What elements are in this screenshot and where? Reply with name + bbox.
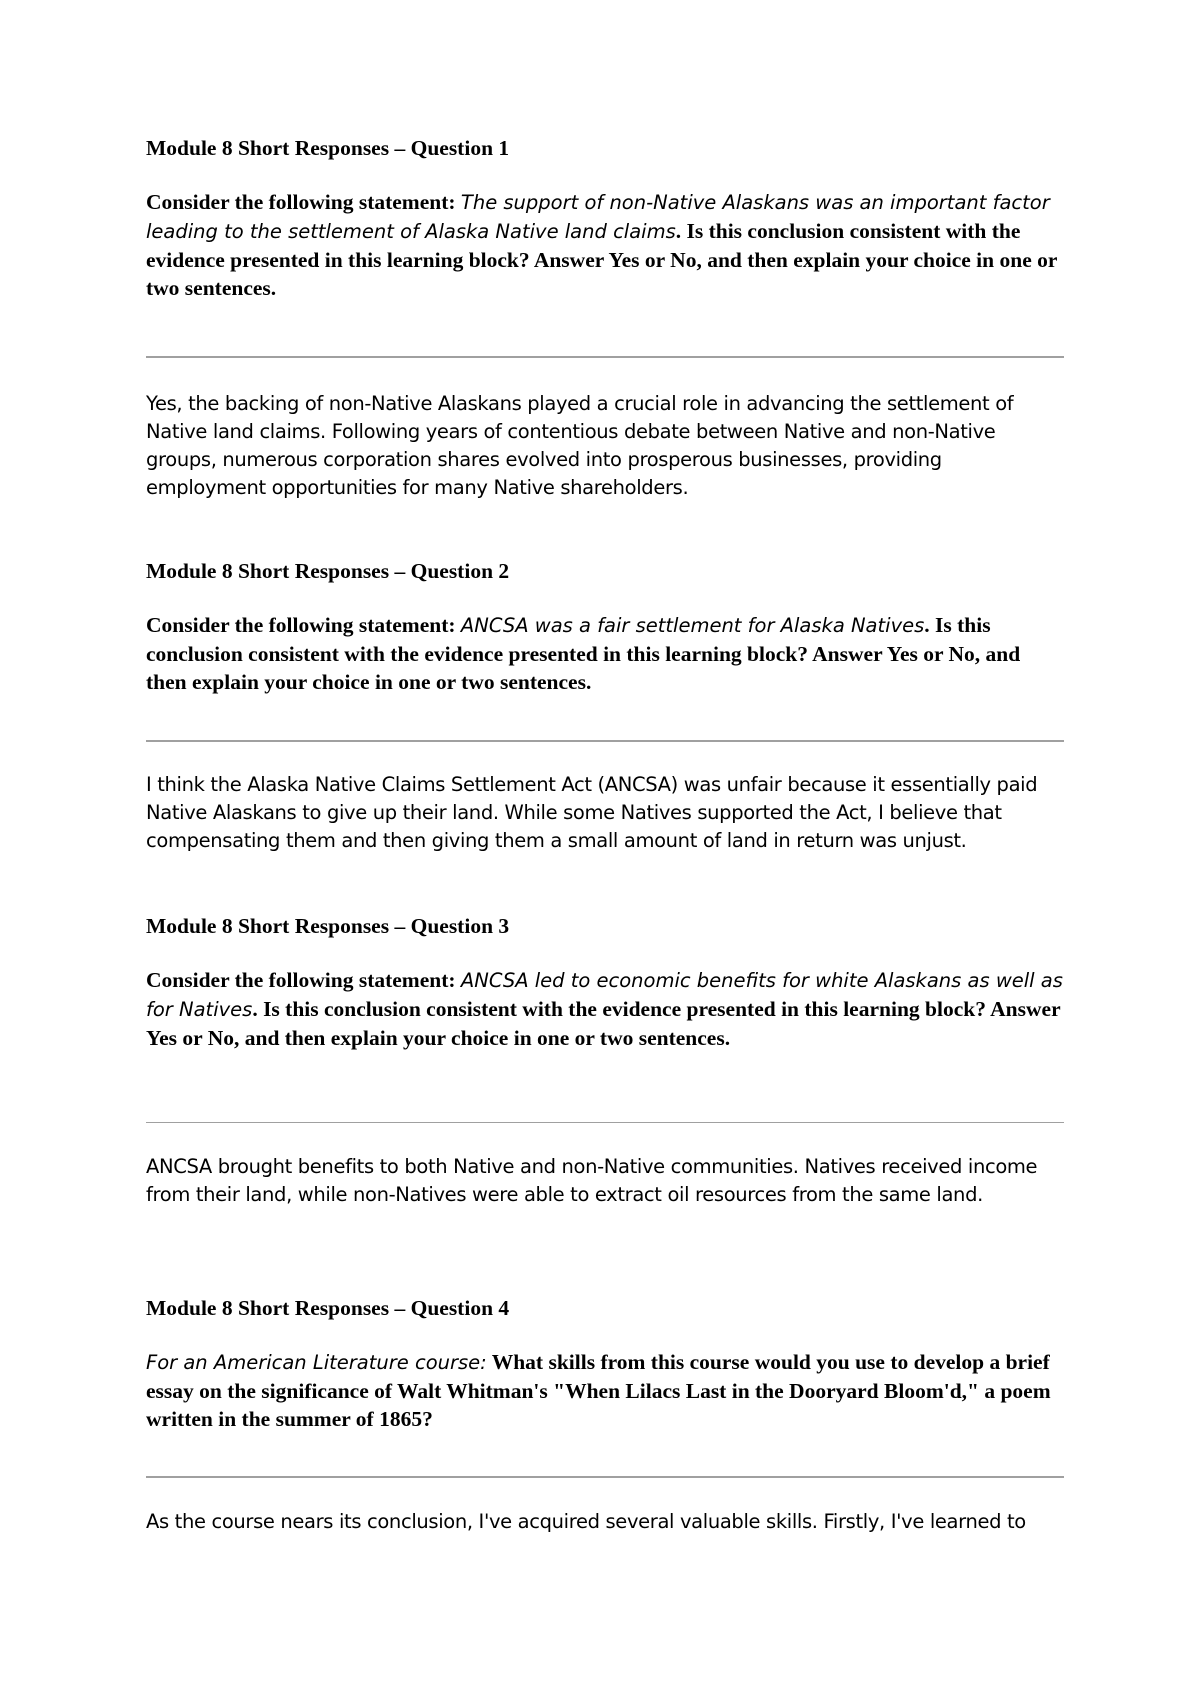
answer-divider (146, 740, 1064, 742)
prompt-statement: For an American Literature course: (146, 1351, 487, 1374)
question-block-2 (146, 557, 1064, 696)
prompt-statement: ANCSA was a fair settlement for Alaska Natives (460, 614, 925, 637)
question-prompt (146, 188, 1064, 302)
prompt-lead: Consider the following statement: (146, 190, 456, 214)
prompt-lead: Consider the following statement: (146, 968, 456, 992)
prompt-statement: ANCSA led to economic benefits for white Alaskans as well as for Natives (146, 969, 1063, 1021)
question-prompt (146, 1348, 1064, 1433)
answer-text: As the course nears its conclusion, I've acquired several valuable skills. Firstly, I've learned to (146, 1510, 1026, 1533)
prompt-lead: Consider the following statement: (146, 613, 456, 637)
question-title: Module 8 Short Responses – Question 3 (146, 914, 510, 938)
question-block-1 (146, 134, 1064, 302)
question-title: Module 8 Short Responses – Question 1 (146, 136, 510, 160)
answer-text: Yes, the backing of non-Native Alaskans played a crucial role in advancing the settlement of Native land claims. Following years of contentious debate between Native and non-Native groups, numerous corporation shares evolved into prosperous businesses, providing employment opportunities for many Native shareholders. (146, 392, 1014, 499)
question-block-4 (146, 1294, 1064, 1433)
question-block-3 (146, 912, 1064, 1052)
answer-divider (146, 1122, 1064, 1123)
question-title: Module 8 Short Responses – Question 4 (146, 1296, 510, 1320)
answer-divider (146, 1476, 1064, 1478)
question-prompt (146, 611, 1064, 696)
prompt-ask: . Is this conclusion consistent with the evidence presented in this learning block? Answer Yes or No, and then explain your choice in one or two sentences. (146, 613, 1021, 694)
prompt-ask: . Is this conclusion consistent with the evidence presented in this learning block? Answer Yes or No, and then explain your choice in one or two sentences. (146, 219, 1058, 300)
answer-text: I think the Alaska Native Claims Settlement Act (ANCSA) was unfair because it essentially paid Native Alaskans to give up their land. While some Natives supported the Act, I believe that compensating them and then giving them a small amount of land in return was unjust. (146, 773, 1038, 852)
prompt-ask: . Is this conclusion consistent with the evidence presented in this learning block? Answer Yes or No, and then explain your choice in one or two sentences. (146, 997, 1061, 1050)
prompt-statement: The support of non-Native Alaskans was an important factor leading to the settlement of Alaska Native land claims (146, 191, 1050, 243)
prompt-ask: What skills from this course would you use to develop a brief essay on the significance of Walt Whitman's "When Lilacs Last in the Dooryard Bloom'd," a poem written in the summer of 1865? (146, 1350, 1051, 1431)
answer-divider (146, 356, 1064, 358)
question-title: Module 8 Short Responses – Question 2 (146, 559, 510, 583)
answer-text: ANCSA brought benefits to both Native and non-Native communities. Natives received income from their land, while non-Natives were able to extract oil resources from the same land. (146, 1155, 1038, 1206)
question-prompt (146, 966, 1064, 1052)
